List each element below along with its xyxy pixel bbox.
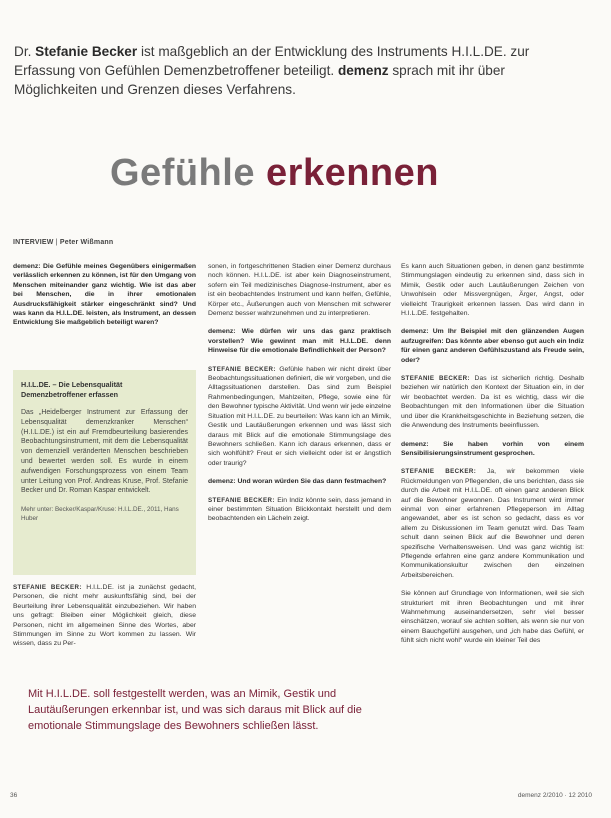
column-2 [208,262,391,533]
answer: Gefühle haben wir nicht direkt über Beobachtungssituationen definiert, die wir vorgeben, und die Alltagssituationen darstellen. Das sind zum Beispiel Rahmenbedingungen, Mahlzeiten, Pflege, sowie eine für den Bewohner typische Aktivität. Und wenn wir jede einzelne Situation mit H.I.L.DE. zu beurteilen: Was kann ich an Mimik, Gestik und Lautäußerungen erkennen und was lässt sich daraus mit Blick auf die emotionale Stimmungslage des Bewohners schließen. Kann ich daraus erkennen, dass er sich wohlfühlt? Freut er sich vielleicht oder ist er ängstlich oder traurig? [208,365,391,467]
pull-quote: Mit H.I.L.DE. soll festgestellt werden, was an Mimik, Gestik und Lautäußerungen erkennbar ist, und was sich daraus mit Blick auf die emotionale Stimmungslage des Bewohners schließen lässt. [28,688,362,732]
byline-kind: INTERVIEW [13,239,54,246]
page-title [110,152,439,195]
intro-name: Stefanie Becker [35,44,138,59]
speaker-label: STEFANIE BECKER: [208,365,280,373]
question: demenz: Wie dürfen wir uns das ganz praktisch vorstellen? Wie gewinnt man mit H.I.L.DE. denn Hinweise für die emotionale Befindlichkeit der Person? [208,328,391,355]
page-number: 36 [10,792,18,799]
intro-text: sprach mit ihr über Möglichkeiten und Grenzen dieses Verfahrens. [14,63,505,97]
info-box-body: Das „Heidelberger Instrument zur Erfassung der Lebensqualität demenzkranker Menschen“ (H.I.L.DE.) ist ein auf Fremdbeurteilung basierendes Beobachtungsinstrument, mit dem die Lebensqualität von demenziell veränderten Menschen beschrieben und bewertet werden soll. Es wurde in einem aufwendigen Forschungsprozess von einem Team unter Leitung von Prof. Andreas Kruse, Prof. Stefanie Becker und Dr. Roman Kaspar entwickelt. [21,409,188,495]
title-word-1: Gefühle [110,152,255,194]
title-word-2: erkennen [266,152,439,194]
column-1-continued [13,583,196,658]
answer-continued: sonen, in fortgeschrittenen Stadien einer Demenz durchaus noch können. H.I.L.DE. ist aber kein Diagnoseinstrument, sofern ein Teil medizinisches Diagnose-Instrument, aber es ist ein beobachtendes Instrument und kann helfen, Gefühle, Körper etc., Äußerungen auch von Menschen mit schwerer Demenz besser wahrzunehmen und zu interpretieren. [208,263,391,318]
answer-continued: Sie können auf Grundlage von Informationen, weil sie sich strukturiert mit ihren Beobachtungen und mit ihrer Wahrnehmung auseinandersetzen, sehr viel besser einschätzen, worauf sie achten sollten, als wenn sie nur von einem Bauchgefühl ausgehen, und „ich habe das Gefühl, er fühlt sich nicht wohl“ wurde ein kleiner Teil des [401,590,584,645]
answer: Ja, wir bekommen viele Rückmeldungen von Pflegenden, die uns berichten, dass sie durch die Arbeit mit H.I.L.DE. oft einen ganz anderen Blick auf die Bewohner gewonnen. Das Instrument wird immer einmal von einer erfahrenen Pflegeperson im Alltag angewandet, aber es ist schon so gedacht, dass es vor allem zu Diskussionen im Team genutzt wird. Das Team schult dann seinen Blick auf die Bewohner und deren spezifische Verhaltensweisen. Und was ganz wichtig ist: Pflegende erfahren eine ganz andere Kommunikation und Kommunikationskultur zwischen den einzelnen Arbeitsbereichen. [401,468,584,579]
question: demenz: Die Gefühle meines Gegenübers einigermaßen verlässlich erkennen zu können, ist für den Umgang von Menschen miteinander ganz wichtig. Wie ist das aber bei Menschen, die in ihrer emotionalen Ausdrucksfähigkeit stärker eingeschränkt sind? Und was kann da H.I.L.DE. leisten, als Instrument, an dessen Entwicklung Sie maßgeblich beteiligt waren? [13,263,196,327]
info-box [13,370,196,575]
speaker-label: STEFANIE BECKER: [13,584,87,591]
speaker-label: STEFANIE BECKER: [401,375,475,383]
byline-author: Peter Wißmann [59,239,114,246]
byline-separator: | [53,239,60,246]
question: demenz: Um Ihr Beispiel mit den glänzenden Augen aufzugreifen: Das könnte aber ebenso gut auch ein Indiz für einen ganz anderen Gefühlszustand als Freude sein, oder? [401,328,584,364]
answer: H.I.L.DE. ist ja zunächst gedacht, Personen, die nicht mehr auskunftsfähig sind, bei der Beurteilung ihrer Lebensqualität einzubeziehen. Wir haben uns gefragt: Bleiben einer Möglichkeit gleich, diese Personen, nicht im allgemeinen Sinne des Wortes, aber Stimmungen im Sinne zu Wort kommen zu lassen. Wir wissen, dass zu Per- [13,584,196,648]
column-1 [13,262,196,337]
answer: Ein Indiz könnte sein, dass jemand in einer bestimmten Situation Blickkontakt herstellt und dem beobachtenden ein Lächeln zeigt. [208,496,392,523]
magazine-issue: demenz 2/2010 · 12 2010 [517,792,592,799]
intro-text: Dr. [14,44,36,59]
answer: Das ist sicherlich richtig. Deshalb beziehen wir natürlich den Kontext der Situation ein, in der wir beobachtet werden. Da ist es wichtig, dass wir die Beobachtungen mit den Informationen über die Situation und über die Krankheitsgeschichte in Beziehung setzen, die die Anwendung des Instruments beeinflussen. [401,375,584,430]
answer-continued: Es kann auch Situationen geben, in denen ganz bestimmte Stimmungslagen eindeutig zu erkennen sind, dass sich in Mimik, Gestik oder auch Lautäußerungen Zeichen von Unwohlsein oder Missvergnügen, Ärger, Angst, oder vielleicht Traurigkeit erkennen lassen. Das wird dann in H.I.L.DE. festgehalten. [401,263,584,318]
speaker-label: STEFANIE BECKER: [208,496,278,504]
info-box-reference: Mehr unter: Becker/Kaspar/Kruse: H.I.L.DE., 2011, Hans Huber [21,506,179,523]
intro-paragraph [14,42,574,99]
intro-text: ist maßgeblich an der Entwicklung des Instruments H.I.L.DE. zur Erfassung von Gefühlen Demenzbetroffener beteiligt. [14,44,530,78]
column-3 [401,262,584,655]
intro-magazine-name: demenz [337,63,389,78]
speaker-label: STEFANIE BECKER: [401,468,487,476]
question: demenz: Und woran würden Sie das dann festmachen? [208,478,387,486]
byline [13,239,113,246]
info-box-title: H.I.L.DE. – Die Lebensqualität Demenzbetroffener erfassen [21,380,123,399]
question: demenz: Sie haben vorhin von einem Sensibilisierungsinstrument gesprochen. [401,440,584,457]
